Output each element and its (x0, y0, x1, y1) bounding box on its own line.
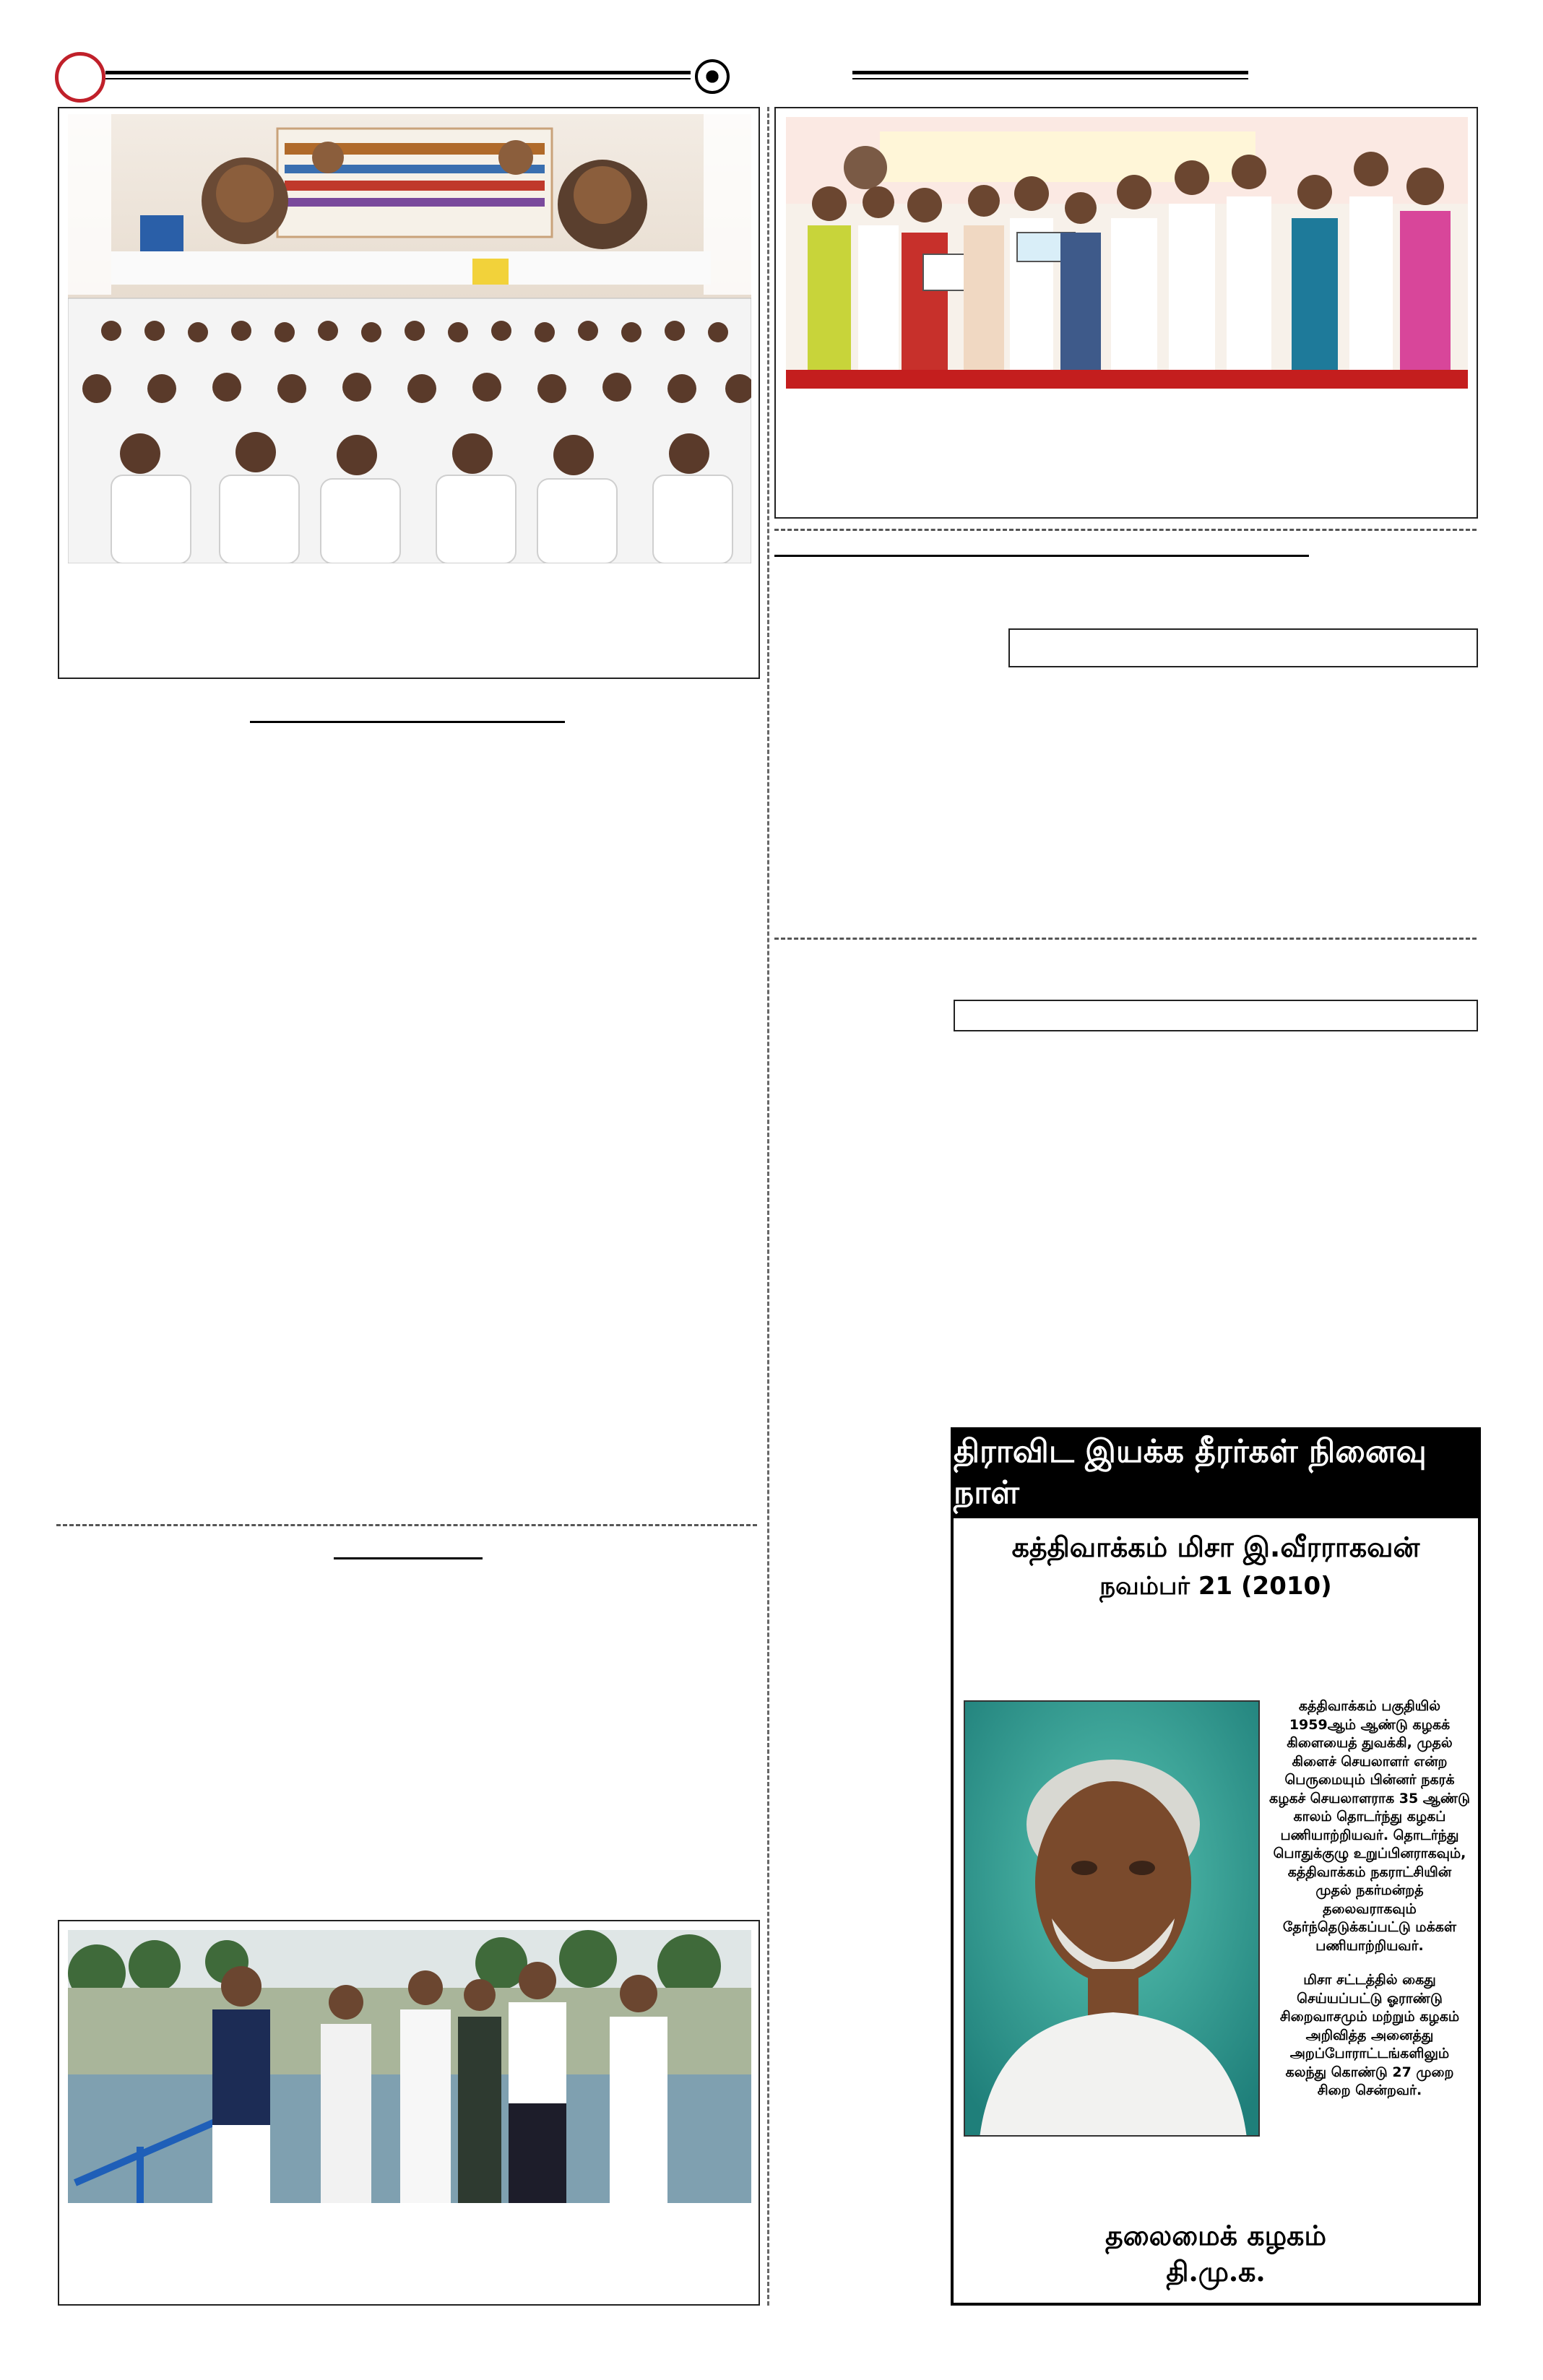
award-ceremony-photo (786, 117, 1468, 389)
award-photo-box (774, 107, 1478, 519)
left-dashed-divider (56, 1524, 757, 1526)
right-dashed-divider-2 (774, 938, 1477, 940)
site-inspection-photo (68, 1930, 751, 2203)
left-section-rule-2 (334, 1557, 483, 1559)
sun-emblem-icon (695, 59, 730, 94)
page-marker-icon (55, 52, 105, 103)
header-rule-right-thin (852, 78, 1248, 79)
right-subheading-box-2 (954, 1000, 1478, 1031)
memorial-bio-paragraph-2: மிசா சட்டத்தில் கைது செய்யப்பட்டு ஓராண்டு சிறைவாசமும் மற்றும் கழகம் அறிவித்த அனைத்து அறப்போராட்டங்களிலும் கலந்து கொண்டு 27 முறை சிறை சென்றவர். (1279, 1972, 1460, 2098)
header-rule-left-thin (105, 78, 691, 79)
memorial-person-name: கத்திவாக்கம் மிசா இ.வீரராகவன் (1011, 1531, 1420, 1563)
right-dashed-divider-1 (774, 529, 1477, 531)
memorial-date: நவம்பர் 21 (2010) (1099, 1572, 1332, 1601)
right-subheading-box-1 (1008, 628, 1478, 667)
memorial-footer-org: தலைமைக் கழகம் (1105, 2219, 1327, 2251)
conference-photo (68, 114, 751, 563)
right-section-rule-1 (774, 555, 1309, 557)
left-section-rule-1 (250, 721, 565, 723)
memorial-bio (1268, 1697, 1471, 2116)
memorial-ad-heading: திராவிட இயக்க தீரர்கள் நினைவு நாள் (954, 1430, 1478, 1518)
header-rule-left (105, 71, 691, 74)
memorial-footer-party: தி.மு.க. (1166, 2255, 1266, 2288)
column-separator (767, 107, 769, 2306)
memorial-bio-paragraph-1: கத்திவாக்கம் பகுதியில் 1959ஆம் ஆண்டு கழகக் கிளையைத் துவக்கி, முதல் கிளைச் செயலாளர் என்ற பெருமையும் பின்னர் நகரக் கழகச் செயலாளராக 35 ஆண்டு காலம் தொடர்ந்து கழகப் பணியாற்றியவர். தொடர்ந்து பொதுக்குழு உறுப்பினராகவும், கத்திவாக்கம் நகராட்சியின் முதல் நகர்மன்றத் தலைவராகவும் தேர்ந்தெடுக்கப்பட்டு மக்கள் பணியாற்றியவர். (1269, 1698, 1470, 1954)
inspection-photo-box (58, 1920, 760, 2306)
memorial-portrait (964, 1700, 1260, 2137)
conference-photo-box (58, 107, 760, 679)
header-rule-right (852, 71, 1248, 74)
